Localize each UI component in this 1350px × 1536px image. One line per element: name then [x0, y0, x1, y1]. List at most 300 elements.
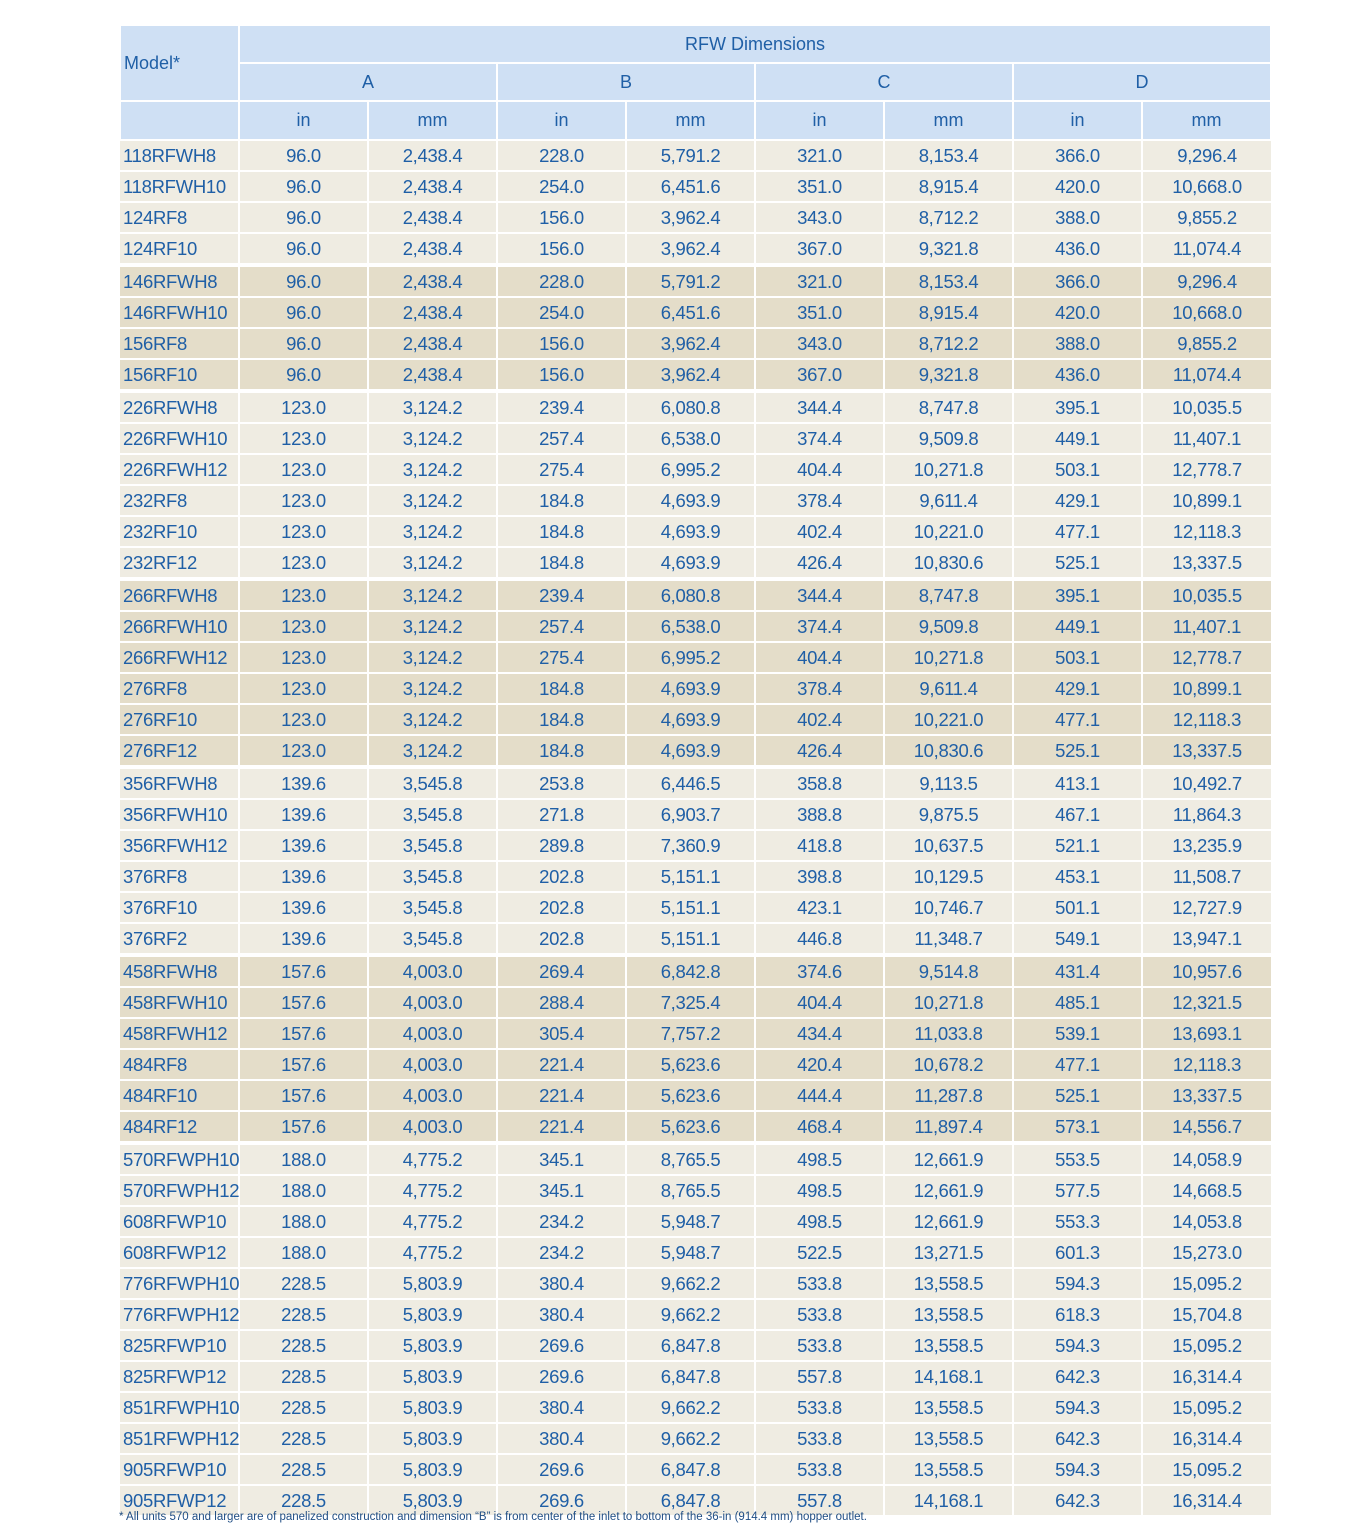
millimeters-cell: 9,321.8: [884, 233, 1013, 265]
model-cell: 376RF10: [120, 892, 239, 923]
inches-cell: 184.8: [497, 673, 626, 704]
inches-cell: 449.1: [1013, 611, 1142, 642]
inches-cell: 388.0: [1013, 328, 1142, 359]
inches-cell: 228.5: [239, 1485, 368, 1516]
inches-cell: 374.4: [755, 611, 884, 642]
table-row: [120, 1175, 1271, 1206]
millimeters-cell: 3,124.2: [368, 423, 497, 454]
inches-cell: 423.1: [755, 892, 884, 923]
millimeters-cell: 4,693.9: [626, 704, 755, 735]
model-cell: 851RFWPH10: [120, 1392, 239, 1423]
inches-cell: 525.1: [1013, 735, 1142, 767]
table-body: [120, 140, 1271, 1516]
millimeters-cell: 10,668.0: [1142, 297, 1271, 328]
millimeters-cell: 4,003.0: [368, 1018, 497, 1049]
inches-cell: 413.1: [1013, 767, 1142, 799]
unit-header-in: in: [239, 101, 368, 140]
millimeters-cell: 3,545.8: [368, 799, 497, 830]
millimeters-cell: 9,662.2: [626, 1268, 755, 1299]
table-row: [120, 987, 1271, 1018]
millimeters-cell: 5,803.9: [368, 1392, 497, 1423]
inches-cell: 601.3: [1013, 1237, 1142, 1268]
inches-cell: 288.4: [497, 987, 626, 1018]
inches-cell: 388.0: [1013, 202, 1142, 233]
inches-cell: 202.8: [497, 861, 626, 892]
millimeters-cell: 10,830.6: [884, 735, 1013, 767]
table-row: [120, 1111, 1271, 1143]
model-cell: 776RFWPH12: [120, 1299, 239, 1330]
inches-cell: 184.8: [497, 516, 626, 547]
millimeters-cell: 12,118.3: [1142, 516, 1271, 547]
millimeters-cell: 8,712.2: [884, 328, 1013, 359]
inches-cell: 157.6: [239, 987, 368, 1018]
millimeters-cell: 11,287.8: [884, 1080, 1013, 1111]
millimeters-cell: 10,746.7: [884, 892, 1013, 923]
inches-cell: 156.0: [497, 202, 626, 233]
inches-cell: 269.6: [497, 1361, 626, 1392]
inches-cell: 367.0: [755, 359, 884, 391]
inches-cell: 344.4: [755, 579, 884, 611]
inches-cell: 642.3: [1013, 1485, 1142, 1516]
dimension-header-c: C: [755, 63, 1013, 101]
inches-cell: 521.1: [1013, 830, 1142, 861]
millimeters-cell: 11,864.3: [1142, 799, 1271, 830]
millimeters-cell: 11,074.4: [1142, 359, 1271, 391]
millimeters-cell: 4,003.0: [368, 1080, 497, 1111]
inches-cell: 468.4: [755, 1111, 884, 1143]
table-row: [120, 516, 1271, 547]
millimeters-cell: 5,791.2: [626, 140, 755, 171]
model-cell: 356RFWH10: [120, 799, 239, 830]
inches-cell: 351.0: [755, 297, 884, 328]
millimeters-cell: 13,558.5: [884, 1392, 1013, 1423]
millimeters-cell: 13,271.5: [884, 1237, 1013, 1268]
millimeters-cell: 6,080.8: [626, 579, 755, 611]
millimeters-cell: 11,074.4: [1142, 233, 1271, 265]
millimeters-cell: 3,545.8: [368, 892, 497, 923]
millimeters-cell: 3,962.4: [626, 202, 755, 233]
millimeters-cell: 10,899.1: [1142, 673, 1271, 704]
millimeters-cell: 11,508.7: [1142, 861, 1271, 892]
inches-cell: 436.0: [1013, 359, 1142, 391]
millimeters-cell: 4,003.0: [368, 955, 497, 987]
inches-cell: 202.8: [497, 892, 626, 923]
millimeters-cell: 6,903.7: [626, 799, 755, 830]
inches-cell: 123.0: [239, 673, 368, 704]
millimeters-cell: 6,847.8: [626, 1330, 755, 1361]
model-cell: 232RF12: [120, 547, 239, 579]
millimeters-cell: 10,271.8: [884, 642, 1013, 673]
model-cell: 276RF8: [120, 673, 239, 704]
inches-cell: 380.4: [497, 1392, 626, 1423]
millimeters-cell: 15,095.2: [1142, 1268, 1271, 1299]
inches-cell: 594.3: [1013, 1330, 1142, 1361]
millimeters-cell: 15,704.8: [1142, 1299, 1271, 1330]
millimeters-cell: 9,296.4: [1142, 140, 1271, 171]
table-row: [120, 1361, 1271, 1392]
table-row: [120, 202, 1271, 233]
table-row: [120, 673, 1271, 704]
millimeters-cell: 5,803.9: [368, 1361, 497, 1392]
millimeters-cell: 9,662.2: [626, 1423, 755, 1454]
inches-cell: 96.0: [239, 297, 368, 328]
table-row: [120, 485, 1271, 516]
table-row: [120, 955, 1271, 987]
inches-cell: 123.0: [239, 579, 368, 611]
millimeters-cell: 6,995.2: [626, 454, 755, 485]
model-cell: 484RF12: [120, 1111, 239, 1143]
millimeters-cell: 4,003.0: [368, 1049, 497, 1080]
inches-cell: 436.0: [1013, 233, 1142, 265]
millimeters-cell: 11,033.8: [884, 1018, 1013, 1049]
millimeters-cell: 9,514.8: [884, 955, 1013, 987]
table-row: [120, 1268, 1271, 1299]
inches-cell: 123.0: [239, 704, 368, 735]
millimeters-cell: 16,314.4: [1142, 1485, 1271, 1516]
model-cell: 146RFWH8: [120, 265, 239, 297]
inches-cell: 157.6: [239, 955, 368, 987]
inches-cell: 188.0: [239, 1237, 368, 1268]
table-row: [120, 799, 1271, 830]
inches-cell: 96.0: [239, 265, 368, 297]
millimeters-cell: 10,221.0: [884, 516, 1013, 547]
inches-cell: 239.4: [497, 391, 626, 423]
table-row: [120, 735, 1271, 767]
millimeters-cell: 14,556.7: [1142, 1111, 1271, 1143]
inches-cell: 275.4: [497, 642, 626, 673]
inches-cell: 228.0: [497, 265, 626, 297]
model-cell: 266RFWH10: [120, 611, 239, 642]
model-cell: 226RFWH8: [120, 391, 239, 423]
inches-cell: 533.8: [755, 1392, 884, 1423]
millimeters-cell: 14,058.9: [1142, 1143, 1271, 1175]
inches-cell: 351.0: [755, 171, 884, 202]
millimeters-cell: 3,124.2: [368, 516, 497, 547]
inches-cell: 525.1: [1013, 1080, 1142, 1111]
millimeters-cell: 12,321.5: [1142, 987, 1271, 1018]
inches-cell: 202.8: [497, 923, 626, 955]
table-row: [120, 359, 1271, 391]
millimeters-cell: 3,124.2: [368, 704, 497, 735]
unit-header-in: in: [1013, 101, 1142, 140]
table-row: [120, 423, 1271, 454]
inches-cell: 533.8: [755, 1454, 884, 1485]
model-column-header: Model*: [120, 25, 239, 101]
inches-cell: 321.0: [755, 265, 884, 297]
inches-cell: 96.0: [239, 202, 368, 233]
table-row: [120, 767, 1271, 799]
table-row: [120, 704, 1271, 735]
inches-cell: 221.4: [497, 1080, 626, 1111]
inches-cell: 498.5: [755, 1206, 884, 1237]
inches-cell: 228.5: [239, 1361, 368, 1392]
inches-cell: 156.0: [497, 359, 626, 391]
inches-cell: 453.1: [1013, 861, 1142, 892]
inches-cell: 431.4: [1013, 955, 1142, 987]
millimeters-cell: 9,509.8: [884, 423, 1013, 454]
inches-cell: 549.1: [1013, 923, 1142, 955]
inches-cell: 188.0: [239, 1175, 368, 1206]
millimeters-cell: 4,003.0: [368, 987, 497, 1018]
inches-cell: 533.8: [755, 1423, 884, 1454]
millimeters-cell: 9,855.2: [1142, 328, 1271, 359]
inches-cell: 96.0: [239, 233, 368, 265]
inches-cell: 228.0: [497, 140, 626, 171]
table-row: [120, 1454, 1271, 1485]
millimeters-cell: 8,915.4: [884, 171, 1013, 202]
millimeters-cell: 5,803.9: [368, 1454, 497, 1485]
inches-cell: 594.3: [1013, 1454, 1142, 1485]
model-cell: 356RFWH8: [120, 767, 239, 799]
millimeters-cell: 6,538.0: [626, 611, 755, 642]
millimeters-cell: 12,727.9: [1142, 892, 1271, 923]
model-cell: 608RFWP12: [120, 1237, 239, 1268]
millimeters-cell: 3,545.8: [368, 923, 497, 955]
model-cell: 124RF10: [120, 233, 239, 265]
inches-cell: 275.4: [497, 454, 626, 485]
unit-header-in: in: [755, 101, 884, 140]
model-cell: 266RFWH8: [120, 579, 239, 611]
inches-cell: 184.8: [497, 735, 626, 767]
inches-cell: 477.1: [1013, 704, 1142, 735]
millimeters-cell: 9,855.2: [1142, 202, 1271, 233]
inches-cell: 557.8: [755, 1361, 884, 1392]
millimeters-cell: 3,124.2: [368, 611, 497, 642]
inches-cell: 188.0: [239, 1206, 368, 1237]
table-row: [120, 1049, 1271, 1080]
millimeters-cell: 3,124.2: [368, 547, 497, 579]
inches-cell: 503.1: [1013, 642, 1142, 673]
inches-cell: 239.4: [497, 579, 626, 611]
millimeters-cell: 12,661.9: [884, 1143, 1013, 1175]
millimeters-cell: 14,668.5: [1142, 1175, 1271, 1206]
model-cell: 376RF2: [120, 923, 239, 955]
inches-cell: 525.1: [1013, 547, 1142, 579]
millimeters-cell: 6,842.8: [626, 955, 755, 987]
inches-cell: 642.3: [1013, 1423, 1142, 1454]
inches-cell: 366.0: [1013, 265, 1142, 297]
millimeters-cell: 2,438.4: [368, 265, 497, 297]
millimeters-cell: 13,558.5: [884, 1454, 1013, 1485]
model-cell: 232RF8: [120, 485, 239, 516]
inches-cell: 618.3: [1013, 1299, 1142, 1330]
inches-cell: 269.4: [497, 955, 626, 987]
millimeters-cell: 8,747.8: [884, 579, 1013, 611]
millimeters-cell: 2,438.4: [368, 297, 497, 328]
inches-cell: 228.5: [239, 1299, 368, 1330]
model-cell: 226RFWH12: [120, 454, 239, 485]
model-cell: 266RFWH12: [120, 642, 239, 673]
model-cell: 776RFWPH10: [120, 1268, 239, 1299]
millimeters-cell: 6,451.6: [626, 171, 755, 202]
inches-cell: 184.8: [497, 485, 626, 516]
model-cell: 156RF8: [120, 328, 239, 359]
millimeters-cell: 5,791.2: [626, 265, 755, 297]
inches-cell: 123.0: [239, 391, 368, 423]
inches-cell: 539.1: [1013, 1018, 1142, 1049]
millimeters-cell: 12,661.9: [884, 1206, 1013, 1237]
table-row: [120, 830, 1271, 861]
millimeters-cell: 2,438.4: [368, 233, 497, 265]
inches-cell: 642.3: [1013, 1361, 1142, 1392]
millimeters-cell: 8,765.5: [626, 1175, 755, 1206]
inches-cell: 429.1: [1013, 485, 1142, 516]
inches-cell: 96.0: [239, 328, 368, 359]
millimeters-cell: 3,124.2: [368, 579, 497, 611]
millimeters-cell: 5,623.6: [626, 1111, 755, 1143]
inches-cell: 420.4: [755, 1049, 884, 1080]
millimeters-cell: 3,962.4: [626, 359, 755, 391]
inches-cell: 374.6: [755, 955, 884, 987]
millimeters-cell: 6,080.8: [626, 391, 755, 423]
millimeters-cell: 10,830.6: [884, 547, 1013, 579]
table-row: [120, 391, 1271, 423]
model-cell: 458RFWH10: [120, 987, 239, 1018]
inches-cell: 420.0: [1013, 171, 1142, 202]
model-cell: 156RF10: [120, 359, 239, 391]
millimeters-cell: 16,314.4: [1142, 1423, 1271, 1454]
inches-cell: 395.1: [1013, 579, 1142, 611]
inches-cell: 139.6: [239, 830, 368, 861]
millimeters-cell: 12,118.3: [1142, 704, 1271, 735]
unit-header-mm: mm: [368, 101, 497, 140]
millimeters-cell: 6,446.5: [626, 767, 755, 799]
millimeters-cell: 13,693.1: [1142, 1018, 1271, 1049]
millimeters-cell: 3,962.4: [626, 328, 755, 359]
millimeters-cell: 10,668.0: [1142, 171, 1271, 202]
inches-cell: 345.1: [497, 1175, 626, 1206]
inches-cell: 228.5: [239, 1330, 368, 1361]
millimeters-cell: 13,337.5: [1142, 1080, 1271, 1111]
inches-cell: 139.6: [239, 892, 368, 923]
millimeters-cell: 15,095.2: [1142, 1330, 1271, 1361]
millimeters-cell: 5,151.1: [626, 923, 755, 955]
millimeters-cell: 13,558.5: [884, 1268, 1013, 1299]
inches-cell: 522.5: [755, 1237, 884, 1268]
millimeters-cell: 9,321.8: [884, 359, 1013, 391]
millimeters-cell: 4,775.2: [368, 1175, 497, 1206]
millimeters-cell: 2,438.4: [368, 171, 497, 202]
millimeters-cell: 12,661.9: [884, 1175, 1013, 1206]
inches-cell: 367.0: [755, 233, 884, 265]
inches-cell: 395.1: [1013, 391, 1142, 423]
table-row: [120, 1206, 1271, 1237]
inches-cell: 533.8: [755, 1268, 884, 1299]
millimeters-cell: 15,095.2: [1142, 1454, 1271, 1485]
inches-cell: 96.0: [239, 140, 368, 171]
model-cell: 458RFWH12: [120, 1018, 239, 1049]
table-row: [120, 861, 1271, 892]
millimeters-cell: 5,803.9: [368, 1299, 497, 1330]
millimeters-cell: 3,124.2: [368, 454, 497, 485]
unit-header-mm: mm: [1142, 101, 1271, 140]
unit-header-mm: mm: [626, 101, 755, 140]
millimeters-cell: 9,611.4: [884, 673, 1013, 704]
inches-cell: 228.5: [239, 1423, 368, 1454]
inches-cell: 269.6: [497, 1454, 626, 1485]
millimeters-cell: 5,151.1: [626, 892, 755, 923]
table-row: [120, 297, 1271, 328]
millimeters-cell: 11,407.1: [1142, 423, 1271, 454]
model-cell: 905RFWP12: [120, 1485, 239, 1516]
model-cell: 458RFWH8: [120, 955, 239, 987]
millimeters-cell: 15,273.0: [1142, 1237, 1271, 1268]
inches-cell: 404.4: [755, 454, 884, 485]
inches-cell: 254.0: [497, 171, 626, 202]
inches-cell: 321.0: [755, 140, 884, 171]
dimensions-sheet: [119, 24, 1272, 1517]
millimeters-cell: 5,948.7: [626, 1206, 755, 1237]
inches-cell: 96.0: [239, 359, 368, 391]
millimeters-cell: 5,623.6: [626, 1049, 755, 1080]
millimeters-cell: 4,693.9: [626, 735, 755, 767]
millimeters-cell: 3,545.8: [368, 767, 497, 799]
inches-cell: 388.8: [755, 799, 884, 830]
inches-cell: 221.4: [497, 1049, 626, 1080]
millimeters-cell: 13,235.9: [1142, 830, 1271, 861]
inches-cell: 188.0: [239, 1143, 368, 1175]
millimeters-cell: 11,348.7: [884, 923, 1013, 955]
millimeters-cell: 13,558.5: [884, 1423, 1013, 1454]
millimeters-cell: 8,765.5: [626, 1143, 755, 1175]
dimension-header-b: B: [497, 63, 755, 101]
model-cell: 484RF8: [120, 1049, 239, 1080]
millimeters-cell: 14,168.1: [884, 1485, 1013, 1516]
millimeters-cell: 8,915.4: [884, 297, 1013, 328]
millimeters-cell: 5,803.9: [368, 1330, 497, 1361]
millimeters-cell: 10,678.2: [884, 1049, 1013, 1080]
inches-cell: 404.4: [755, 987, 884, 1018]
inches-cell: 449.1: [1013, 423, 1142, 454]
model-cell: 356RFWH12: [120, 830, 239, 861]
inches-cell: 305.4: [497, 1018, 626, 1049]
inches-cell: 426.4: [755, 735, 884, 767]
millimeters-cell: 12,778.7: [1142, 454, 1271, 485]
millimeters-cell: 14,168.1: [884, 1361, 1013, 1392]
inches-cell: 269.6: [497, 1330, 626, 1361]
inches-cell: 345.1: [497, 1143, 626, 1175]
inches-cell: 253.8: [497, 767, 626, 799]
millimeters-cell: 2,438.4: [368, 140, 497, 171]
model-cell: 825RFWP12: [120, 1361, 239, 1392]
millimeters-cell: 10,129.5: [884, 861, 1013, 892]
dimension-header-a: A: [239, 63, 497, 101]
inches-cell: 157.6: [239, 1111, 368, 1143]
inches-cell: 594.3: [1013, 1392, 1142, 1423]
inches-cell: 402.4: [755, 516, 884, 547]
inches-cell: 503.1: [1013, 454, 1142, 485]
model-cell: 118RFWH8: [120, 140, 239, 171]
millimeters-cell: 3,962.4: [626, 233, 755, 265]
model-cell: 276RF10: [120, 704, 239, 735]
inches-cell: 234.2: [497, 1206, 626, 1237]
inches-cell: 594.3: [1013, 1268, 1142, 1299]
millimeters-cell: 4,775.2: [368, 1143, 497, 1175]
millimeters-cell: 12,118.3: [1142, 1049, 1271, 1080]
inches-cell: 228.5: [239, 1392, 368, 1423]
table-row: [120, 1330, 1271, 1361]
millimeters-cell: 8,153.4: [884, 140, 1013, 171]
millimeters-cell: 9,611.4: [884, 485, 1013, 516]
inches-cell: 501.1: [1013, 892, 1142, 923]
inches-cell: 157.6: [239, 1049, 368, 1080]
millimeters-cell: 9,113.5: [884, 767, 1013, 799]
table-row: [120, 923, 1271, 955]
table-row: [120, 171, 1271, 202]
table-row: [120, 1237, 1271, 1268]
inches-cell: 139.6: [239, 799, 368, 830]
millimeters-cell: 15,095.2: [1142, 1392, 1271, 1423]
